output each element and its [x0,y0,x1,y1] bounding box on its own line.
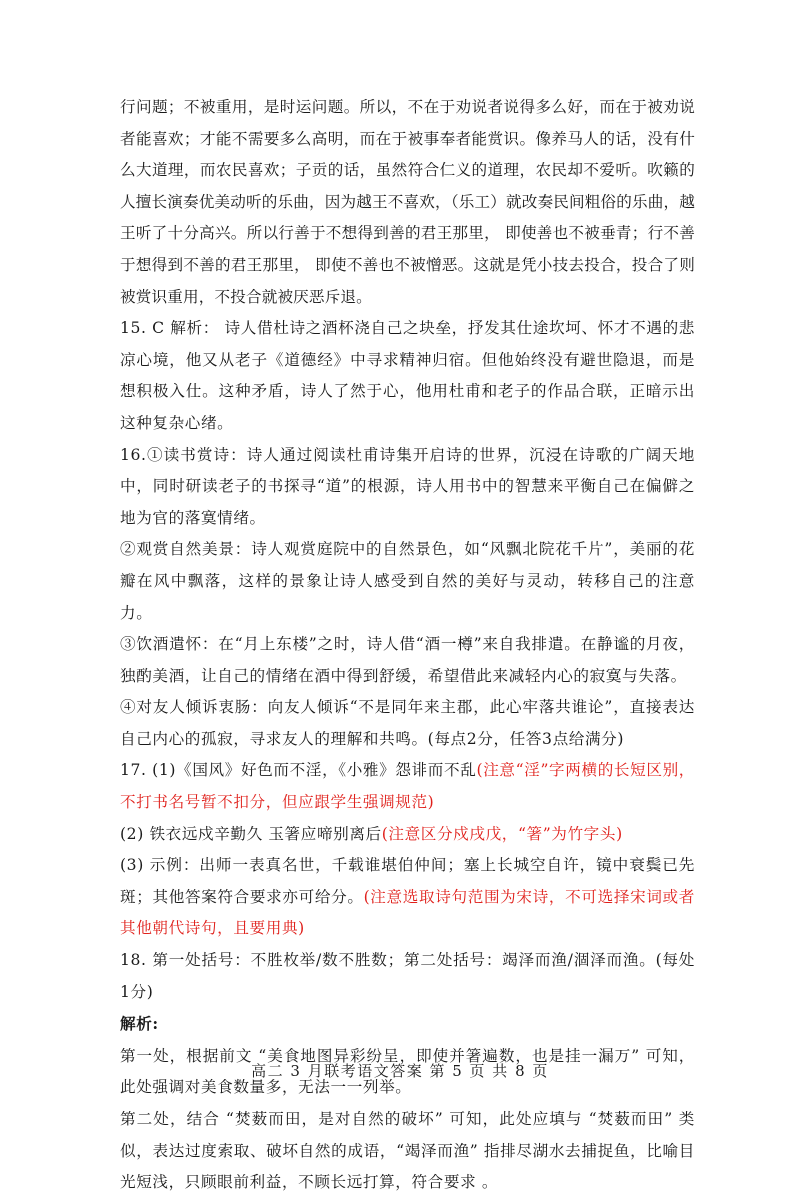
paragraph-p2 [120,440,695,535]
paragraph-p5 [120,692,695,755]
paragraph-text: (3) 示例：出师一表真名世，千载谁堪伯仲间；塞上长城空自许，镜中衰鬓已先斑；其他答案符合要求亦可给分。 [120,856,695,906]
paragraph-text: 15. C 解析： 诗人借杜诗之酒杯浇自己之块垒，抒发其仕途坎坷、怀才不遇的悲凉心境，他又从老子《道德经》中寻求精神归宿。但他始终没有避世隐退，而是想积极入仕。这种矛盾，诗人了然于心，他用杜甫和老子的作品合联，正暗示出这种复杂心绪。 [120,319,695,432]
paragraph-p4 [120,629,695,692]
paragraph-text: ②观赏自然美景：诗人观赏庭院中的自然景色，如“风飘北院花千片”，美丽的花瓣在风中飘落，这样的景象让诗人感受到自然的美好与灵动，转移自己的注意力。 [120,540,695,622]
paragraph-text: 16.①读书赏诗：诗人通过阅读杜甫诗集开启诗的世界，沉浸在诗歌的广阔天地中，同时研读老子的书探寻“道”的根源，诗人用书中的智慧来平衡自己在偏僻之地为官的落寞情绪。 [120,445,695,527]
annotation-note: (注意“淫”字两横的长短区别，不打书名号暂不扣分，但应跟学生强调规范) [120,761,695,812]
paragraph-p9 [120,945,695,1008]
paragraph-text: (2) 铁衣远戍辛勤久 玉箸应啼别离后 [120,824,382,843]
paragraph-text: 行问题；不被重用，是时运问题。所以，不在于劝说者说得多么好，而在于被劝说者能喜欢；才能不需要多么高明，而在于被事奉者能赏识。像养马人的话，没有什么大道理，而农民喜欢；子贡的话，虽然符合仁义的道理，农民却不爱听。吹籁的人擅长演奏优美动听的乐曲，因为越王不喜欢，（乐工）就改奏民间粗俗的乐曲，越王听了十分高兴。所以行善于不想得到善的君王那里， 即使善也不被垂青；行不善于想得到不善的君王那里， 即使不善也不被憎恶。这就是凭小技去投合，投合了则被赏识重用，不投合就被厌恶斥退。 [120,98,695,306]
paragraph-text: 第二处，结合 “焚薮而田，是对自然的破坏” 可知，此处应填与 “焚薮而田” 类似，表达过度索取、破坏自然的成语，“竭泽而渔” 指排尽湖水去捕捉鱼，比喻目光短浅，只顾眼前利益，不顾长远打算，符合要求 。 [120,1110,695,1192]
paragraph-p6 [120,755,695,818]
paragraph-text: 18. 第一处括号：不胜枚举/数不胜数；第二处括号：竭泽而渔/涸泽而渔。(每处1分) [120,951,695,1001]
paragraph-text: 第一处，根据前文 “美食地图异彩纷呈，即使并箸遍数，也是挂一漏万” 可知，此处强调对美食数量多，无法一一列举。 [120,1046,695,1097]
paragraph-p7 [120,819,695,851]
paragraph-p3 [120,534,695,629]
paragraph-text: ④对友人倾诉衷肠：向友人倾诉“不是同年来主郡，此心牢落共谁论”，直接表达自己内心的孤寂，寻求友人的理解和共鸣。(每点2分，任答3点给满分) [120,698,695,748]
paragraph-p0 [120,92,695,313]
annotation-note: (注意选取诗句范围为宋诗，不可选择宋词或者其他朝代诗句，且要用典) [120,887,695,938]
answer-body [120,92,695,1199]
paragraph-text: ③饮酒遣怀：在“月上东楼”之时，诗人借“酒一樽”来自我排遣。在静谧的月夜，独酌美酒，让自己的情绪在酒中得到舒缓，希望借此来减轻内心的寂寞与失落。 [120,635,695,685]
paragraph-p8 [120,850,695,945]
paragraph-text: 17. (1)《国风》好色而不淫，《小雅》怨诽而不乱 [120,761,477,780]
section-heading: 解析: [120,1014,159,1034]
paragraph-p1 [120,313,695,439]
paragraph-p10 [120,1008,695,1041]
page-footer: 高二 3 月联考语文答案 第 5 页 共 8 页 [251,1062,549,1080]
paragraph-p12 [120,1104,695,1199]
annotation-note: (注意区分戍戌戊，“箸”为竹字头) [381,824,623,843]
